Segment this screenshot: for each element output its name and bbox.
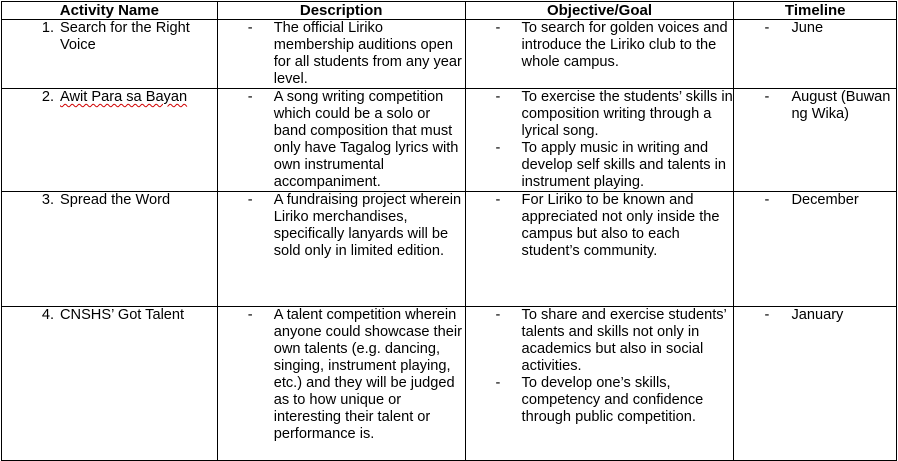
table-row (2, 20, 897, 89)
objective-text: To exercise the students’ skills in composition writing through a lyrical song. (521, 89, 733, 139)
timeline-text: December (791, 192, 859, 208)
header-activity-name: Activity Name (2, 2, 218, 20)
bullet-dash: - (247, 192, 253, 208)
activity-plan-table (1, 1, 897, 461)
timeline-cell (734, 192, 897, 307)
bullet-dash: - (764, 20, 770, 36)
bullet-dash: - (764, 192, 770, 208)
bullet-dash: - (247, 89, 253, 105)
objective-text: For Liriko to be known and appreciated not only inside the campus but also to each student’s community. (521, 192, 720, 259)
bullet-dash: - (495, 140, 501, 156)
bullet-dash: - (495, 375, 501, 391)
objective-text: To search for golden voices and introduce the Liriko club to the whole campus. (521, 20, 728, 70)
header-description: Description (217, 2, 465, 20)
activity-cell (2, 89, 218, 192)
bullet-dash: - (247, 307, 253, 323)
timeline-text: August (Buwan ng Wika) (791, 89, 891, 122)
description-text: A fundraising project wherein Liriko merchandises, specifically lanyards will be sold only in limited edition. (273, 192, 462, 259)
header-timeline: Timeline (734, 2, 897, 20)
activity-number: 2. (41, 89, 54, 105)
timeline-cell (734, 89, 897, 192)
bullet-dash: - (495, 20, 501, 36)
objective-cell (465, 192, 734, 307)
objective-cell (465, 307, 734, 461)
objective-cell (465, 20, 734, 89)
activity-cell (2, 307, 218, 461)
activity-number: 1. (41, 20, 54, 36)
bullet-dash: - (495, 307, 501, 323)
table-row (2, 192, 897, 307)
bullet-dash: - (495, 192, 501, 208)
activity-name: CNSHS’ Got Talent (60, 307, 185, 323)
table-row (2, 89, 897, 192)
objective-text: To apply music in writing and develop self skills and talents in instrument playing. (521, 140, 726, 190)
timeline-text: January (791, 307, 844, 323)
description-cell (217, 89, 465, 192)
timeline-text: June (791, 20, 824, 36)
bullet-dash: - (764, 89, 770, 105)
activity-cell (2, 192, 218, 307)
objective-cell (465, 89, 734, 192)
activity-name: Spread the Word (60, 192, 171, 208)
objective-text: To share and exercise students’ talents and skills not only in academics but also in social activities. (521, 307, 727, 374)
description-cell (217, 192, 465, 307)
description-text: The official Liriko membership auditions open for all students from any year level. (273, 20, 462, 87)
description-text: A song writing competition which could be a solo or band composition that must only have Tagalog lyrics with own instrumental accompaniment. (273, 89, 459, 190)
description-text: A talent competition wherein anyone could showcase their own talents (e.g. dancing, singing, instrument playing, etc.) and they will be judged as to how unique or interesting their talent or performance is. (273, 307, 462, 442)
description-cell (217, 307, 465, 461)
activity-cell (2, 20, 218, 89)
activity-name: Awit Para sa Bayan (60, 89, 188, 105)
activity-name: Search for the Right Voice (60, 20, 190, 53)
bullet-dash: - (495, 89, 501, 105)
header-objective-goal: Objective/Goal (465, 2, 734, 20)
table-header-row (2, 2, 897, 20)
activity-number: 3. (41, 192, 54, 208)
activity-number: 4. (41, 307, 54, 323)
bullet-dash: - (247, 20, 253, 36)
description-cell (217, 20, 465, 89)
timeline-cell (734, 307, 897, 461)
bullet-dash: - (764, 307, 770, 323)
table-row (2, 307, 897, 461)
objective-text: To develop one’s skills, competency and confidence through public competition. (521, 375, 704, 425)
timeline-cell (734, 20, 897, 89)
